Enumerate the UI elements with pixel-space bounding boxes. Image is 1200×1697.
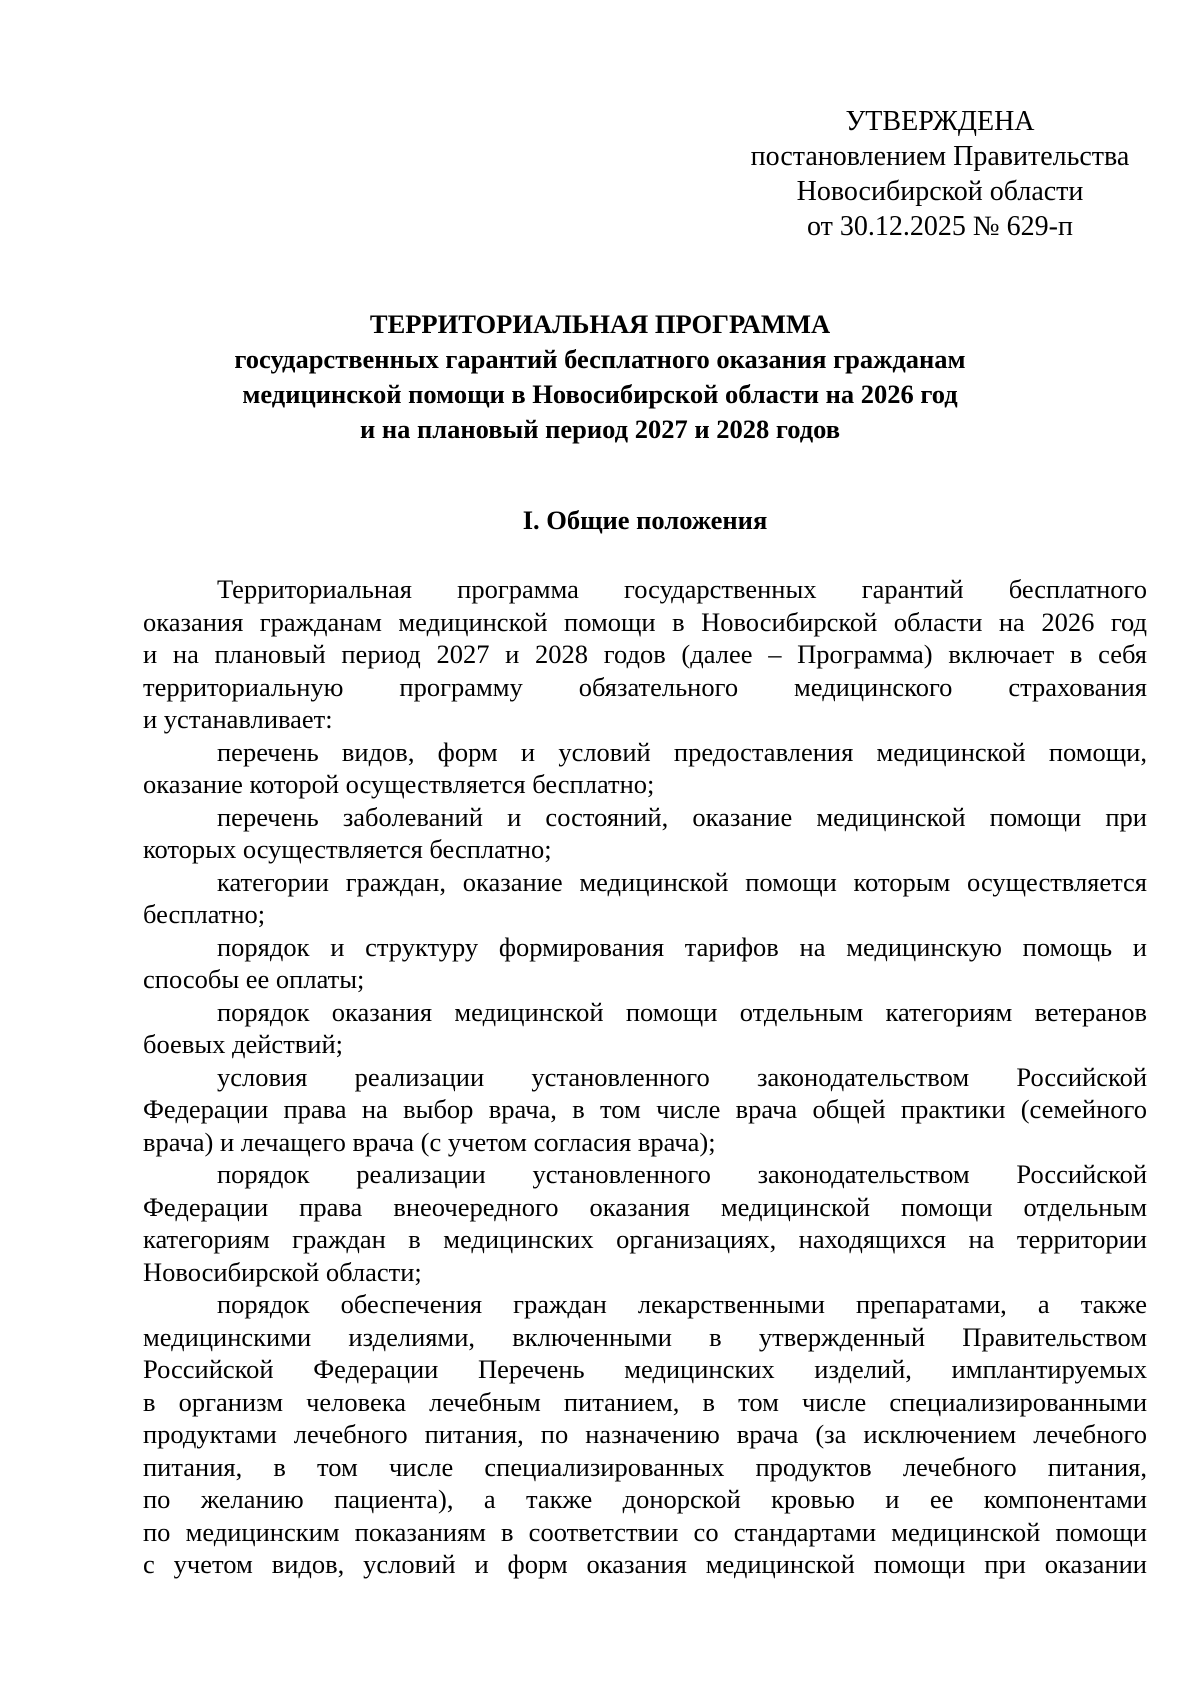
paragraph: [143, 1158, 1147, 1288]
paragraph-line: боевых действий;: [143, 1029, 344, 1059]
approval-heading: УТВЕРЖДЕНА: [845, 106, 1035, 137]
paragraph-line: условия реализации установленного законодательством Российской: [217, 1061, 1147, 1092]
paragraph-line: порядок и структуру формирования тарифов на медицинскую помощь и: [217, 931, 1147, 962]
paragraph-line: Российской Федерации Перечень медицинских изделий, имплантируемых: [143, 1354, 1147, 1384]
paragraph: [143, 736, 1147, 801]
paragraph: [143, 1061, 1147, 1159]
title-line: ТЕРРИТОРИАЛЬНАЯ ПРОГРАММА: [369, 309, 831, 339]
paragraph-line: Федерации права на выбор врача, в том числе врача общей практики (семейного: [143, 1094, 1147, 1124]
approval-region: Новосибирской области: [796, 176, 1084, 207]
paragraph-line: по желанию пациента), а также донорской кровью и ее компонентами: [143, 1484, 1147, 1514]
title-line: медицинской помощи в Новосибирской области на 2026 год: [242, 379, 958, 409]
paragraph-line: по медицинским показаниям в соответствии со стандартами медицинской помощи: [143, 1516, 1147, 1547]
paragraph: [143, 996, 1147, 1061]
paragraph-line: и устанавливает:: [143, 704, 333, 734]
paragraph-line: медицинскими изделиями, включенными в утвержденный Правительством: [143, 1321, 1147, 1352]
paragraph: [143, 866, 1147, 931]
approval-date-number: от 30.12.2025 № 629-п: [807, 211, 1073, 242]
section-heading: I. Общие положения: [522, 505, 768, 535]
paragraph-line: с учетом видов, условий и форм оказания медицинской помощи при оказании: [143, 1549, 1147, 1579]
paragraph-line: категории граждан, оказание медицинской помощи которым осуществляется: [217, 866, 1147, 897]
paragraph-line: Территориальная программа государственных гарантий бесплатного: [217, 574, 1147, 604]
paragraph-line: порядок обеспечения граждан лекарственными препаратами, а также: [217, 1289, 1147, 1319]
paragraph: [143, 801, 1147, 866]
title-line: государственных гарантий бесплатного оказания гражданам: [234, 344, 966, 374]
paragraph: [143, 573, 1147, 736]
paragraph: [143, 1288, 1147, 1581]
paragraph: [143, 931, 1147, 996]
paragraph-line: бесплатно;: [143, 899, 266, 929]
title-line: и на плановый период 2027 и 2028 годов: [359, 414, 841, 444]
document-title: [90, 307, 1110, 447]
paragraph-line: оказания гражданам медицинской помощи в Новосибирской области на 2026 год: [143, 606, 1147, 637]
paragraph-line: продуктами лечебного питания, по назначению врача (за исключением лечебного: [143, 1419, 1147, 1449]
paragraph-line: перечень заболеваний и состояний, оказание медицинской помощи при: [217, 801, 1147, 832]
paragraph-line: Федерации права внеочередного оказания медицинской помощи отдельным: [143, 1191, 1147, 1222]
paragraph-line: порядок реализации установленного законодательством Российской: [217, 1159, 1147, 1189]
paragraph-line: Новосибирской области;: [143, 1256, 422, 1287]
paragraph-line: категориям граждан в медицинских организациях, находящихся на территории: [143, 1224, 1147, 1254]
paragraph-line: порядок оказания медицинской помощи отдельным категориям ветеранов: [217, 996, 1147, 1027]
paragraph-line: которых осуществляется бесплатно;: [143, 834, 552, 864]
paragraph-line: врача) и лечащего врача (с учетом согласия врача);: [143, 1126, 716, 1157]
paragraph-line: оказание которой осуществляется бесплатно;: [143, 769, 655, 799]
approval-issuer: постановлением Правительства: [750, 141, 1130, 172]
paragraph-line: способы ее оплаты;: [143, 964, 365, 994]
paragraph-line: в организм человека лечебным питанием, в том числе специализированными: [143, 1386, 1147, 1417]
paragraph-line: питания, в том числе специализированных продуктов лечебного питания,: [143, 1451, 1147, 1482]
paragraph-line: перечень видов, форм и условий предоставления медицинской помощи,: [217, 736, 1147, 767]
paragraph-line: территориальную программу обязательного медицинского страхования: [143, 671, 1147, 702]
paragraph-line: и на плановый период 2027 и 2028 годов (далее – Программа) включает в себя: [143, 639, 1147, 669]
approval-stamp-block: [740, 104, 1140, 244]
body-text: [143, 573, 1147, 1581]
